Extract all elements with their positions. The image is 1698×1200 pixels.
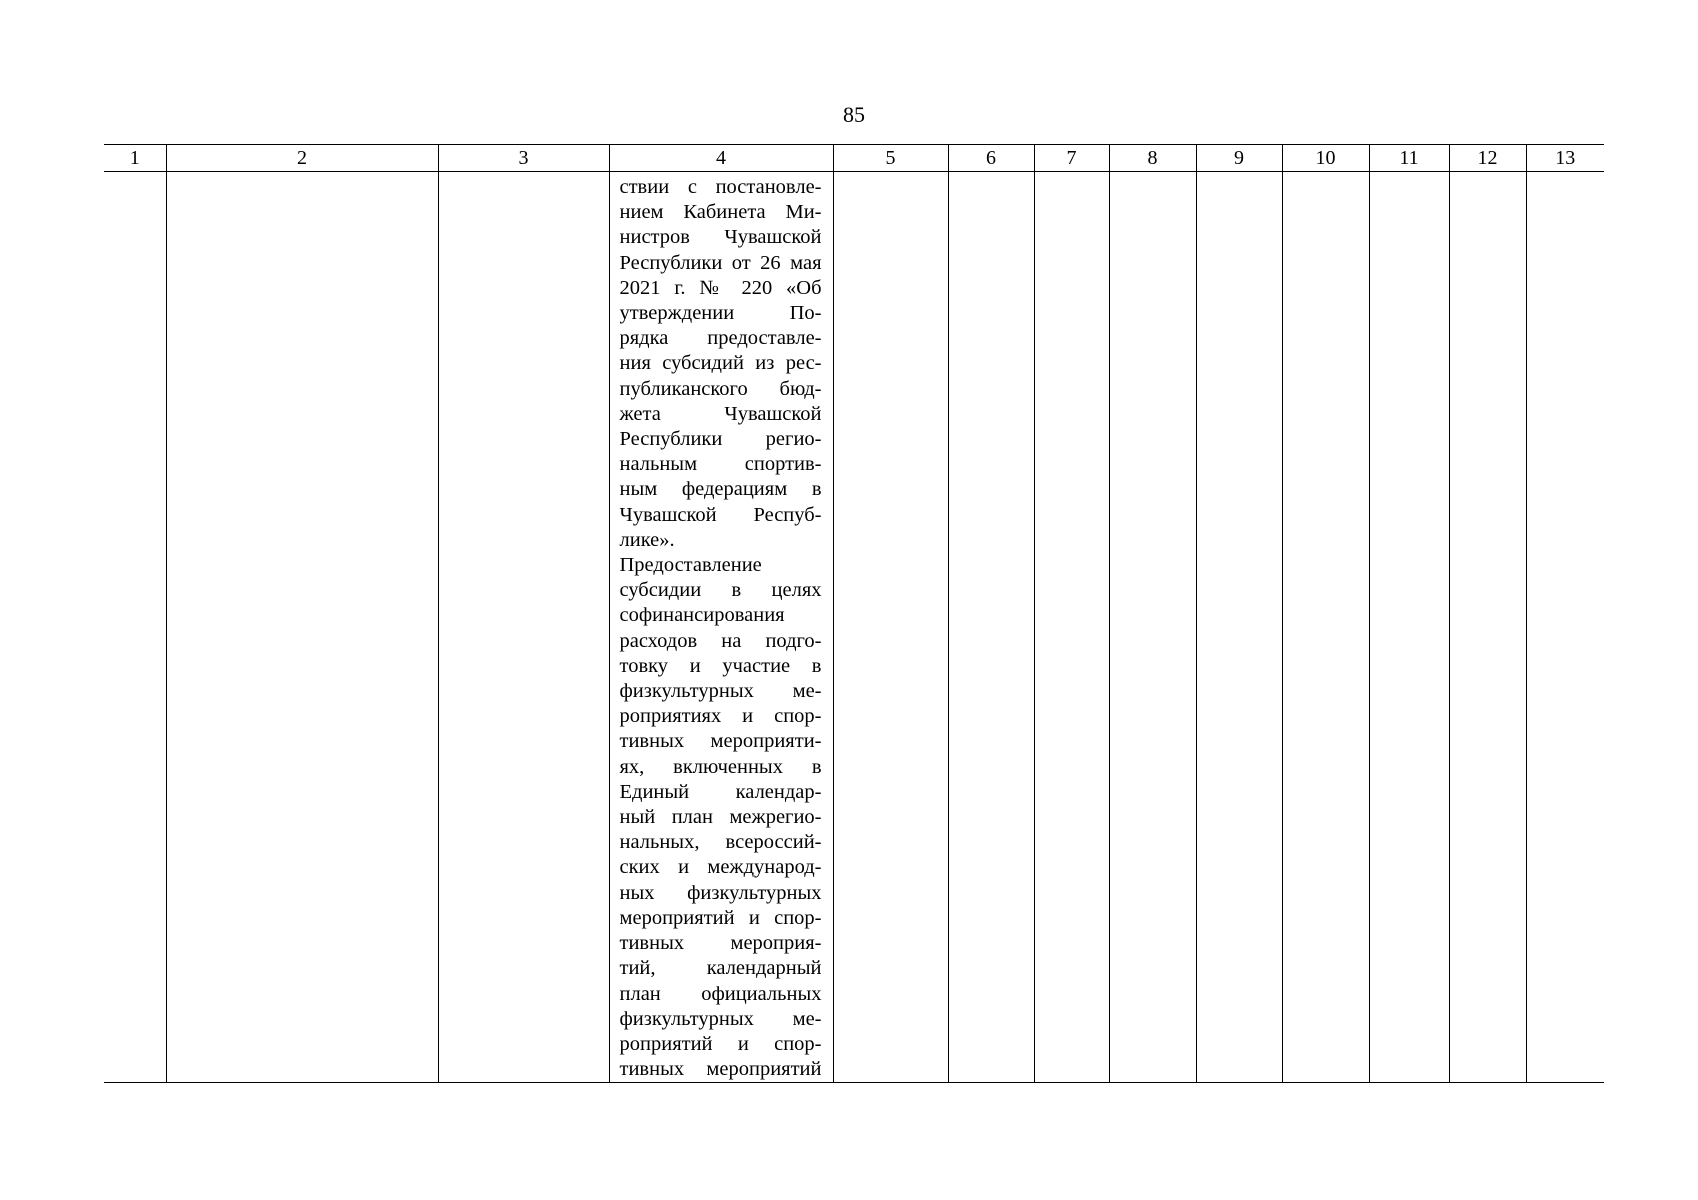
header-cell-10: 10 xyxy=(1282,145,1369,172)
col4-line: ствии с постановле- xyxy=(619,176,822,198)
header-cell-12: 12 xyxy=(1449,145,1526,172)
cell-col-8 xyxy=(1109,172,1196,1083)
col4-line: 2021 г. № 220 «Об xyxy=(619,276,822,299)
col4-line: план официальных xyxy=(619,982,822,1005)
col4-line: публиканского бюд- xyxy=(619,377,822,400)
col4-line: нистров Чувашской xyxy=(619,226,822,249)
col4-line: ских и международ- xyxy=(619,856,822,879)
col4-text-block xyxy=(610,172,833,1082)
data-table xyxy=(104,144,1604,1083)
header-cell-6: 6 xyxy=(948,145,1034,172)
header-cell-4: 4 xyxy=(609,145,833,172)
col4-line: Республики регио- xyxy=(619,428,822,451)
cell-col-7 xyxy=(1034,172,1109,1083)
cell-col-12 xyxy=(1449,172,1526,1083)
cell-col-4 xyxy=(609,172,833,1083)
col4-line: софинансирования xyxy=(619,604,785,627)
col4-line: Предоставление xyxy=(619,554,762,577)
table-row xyxy=(104,172,1604,1083)
col4-line: нием Кабинета Ми- xyxy=(619,201,822,224)
col4-line: нальным спортив- xyxy=(619,453,822,476)
col4-line: нальных, всероссий- xyxy=(619,831,822,854)
header-cell-1: 1 xyxy=(104,145,166,172)
header-row xyxy=(104,145,1604,172)
cell-col-2 xyxy=(166,172,438,1083)
col4-line: рядка предоставле- xyxy=(619,327,822,350)
header-cell-13: 13 xyxy=(1526,145,1604,172)
col4-line: утверждении По- xyxy=(619,302,822,325)
col4-line: ях, включенных в xyxy=(619,755,822,778)
cell-col-5 xyxy=(833,172,948,1083)
col4-line: физкультурных ме- xyxy=(619,680,822,703)
col4-line: субсидии в целях xyxy=(619,579,822,602)
col4-line: роприятиях и спор- xyxy=(619,705,822,728)
col4-line: мероприятий и спор- xyxy=(619,906,822,929)
col4-line: тивных мероприя- xyxy=(619,932,822,955)
cell-col-10 xyxy=(1282,172,1369,1083)
page-number: 85 xyxy=(843,102,865,127)
col4-line: ный план межрегио- xyxy=(619,806,822,829)
cell-col-1 xyxy=(104,172,166,1083)
col4-line: расходов на подго- xyxy=(619,629,822,652)
cell-col-11 xyxy=(1369,172,1449,1083)
col4-line: товку и участие в xyxy=(619,654,822,677)
col4-line: тивных мероприяти- xyxy=(619,730,822,753)
header-cell-9: 9 xyxy=(1196,145,1282,172)
col4-line: ных физкультурных xyxy=(619,881,822,904)
col4-line: лике». xyxy=(619,528,675,551)
col4-line: физкультурных ме- xyxy=(619,1007,822,1030)
cell-col-3 xyxy=(438,172,609,1083)
header-cell-3: 3 xyxy=(438,145,609,172)
col4-line: тивных мероприятий xyxy=(619,1058,822,1081)
col4-line: ния субсидий из рес- xyxy=(619,352,822,375)
col4-line: Единый календар- xyxy=(619,780,822,803)
col4-line: тий, календарный xyxy=(619,957,822,980)
col4-line: Чувашской Респуб- xyxy=(619,503,822,526)
col4-line: Республики от 26 мая xyxy=(619,251,822,274)
header-cell-7: 7 xyxy=(1034,145,1109,172)
cell-col-13 xyxy=(1526,172,1604,1083)
col4-line: жета Чувашской xyxy=(619,402,822,425)
header-cell-5: 5 xyxy=(833,145,948,172)
col4-line: роприятий и спор- xyxy=(619,1032,822,1055)
header-cell-8: 8 xyxy=(1109,145,1196,172)
cell-col-9 xyxy=(1196,172,1282,1083)
header-cell-11: 11 xyxy=(1369,145,1449,172)
header-cell-2: 2 xyxy=(166,145,438,172)
cell-col-6 xyxy=(948,172,1034,1083)
col4-line: ным федерациям в xyxy=(619,478,822,501)
